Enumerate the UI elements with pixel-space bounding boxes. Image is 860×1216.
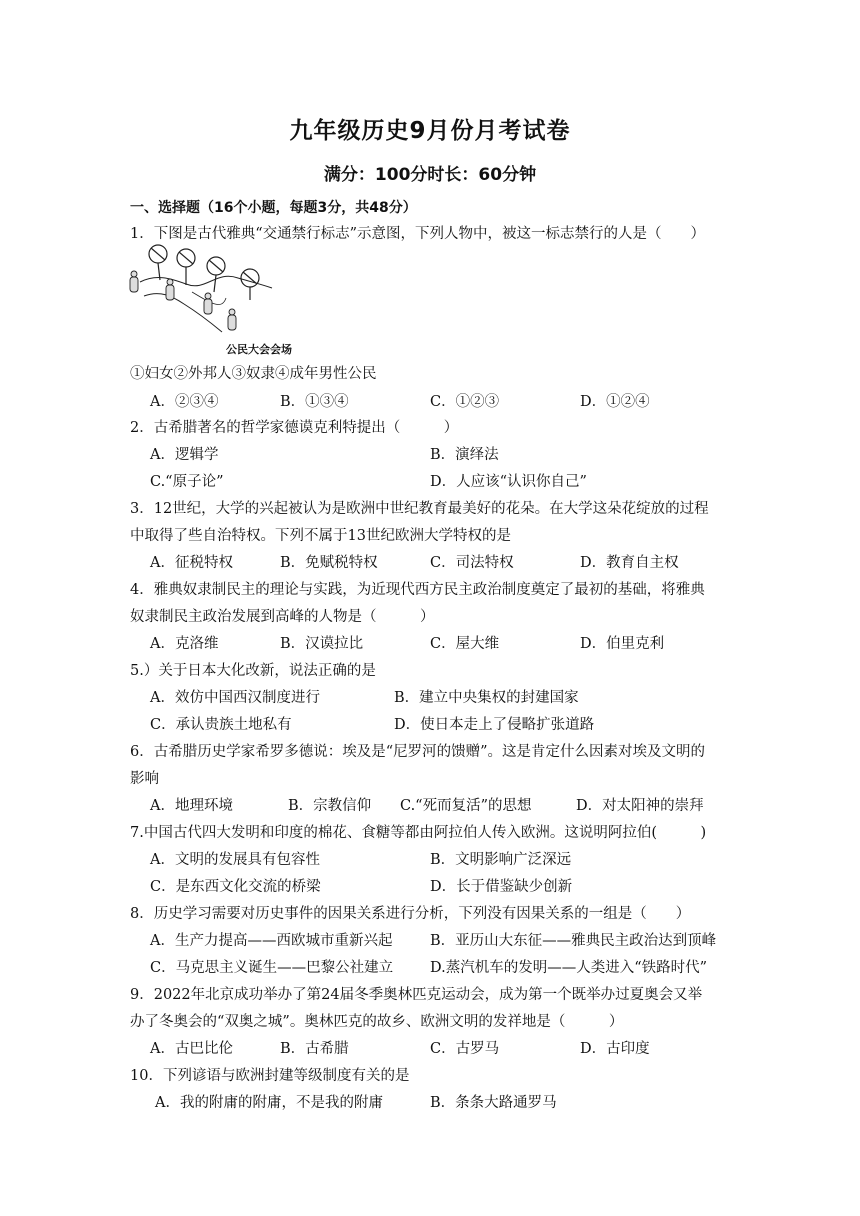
question-5-stem: 5.）关于日本大化改新，说法正确的是 — [130, 663, 376, 679]
question-9-option-d: D．古印度 — [580, 1041, 650, 1057]
question-3-stem-line-2: 中取得了些自治特权。下列不属于13世纪欧洲大学特权的是 — [130, 528, 511, 544]
question-1-option-b: B．①③④ — [280, 394, 349, 410]
question-6-option-d: D．对太阳神的崇拜 — [576, 798, 704, 814]
question-4-stem-line-2: 奴隶制民主政治发展到高峰的人物是（ ） — [130, 609, 435, 625]
question-10-option-b: B．条条大路通罗马 — [430, 1095, 557, 1111]
question-1-option-d: D．①②④ — [580, 394, 650, 410]
question-3-option-a: A．征税特权 — [150, 555, 233, 571]
figure-caption: 公民大会会场 — [226, 343, 292, 356]
question-5-option-b: B．建立中央集权的封建国家 — [394, 690, 579, 706]
question-4-option-a: A．克洛维 — [150, 636, 219, 652]
question-2-option-d: D．人应该“认识你自己” — [430, 474, 587, 490]
question-3-stem-line-1: 3．12世纪，大学的兴起被认为是欧洲中世纪教育最美好的花朵。在大学这朵花绽放的过程 — [130, 501, 709, 517]
page-subtitle: 满分：100分时长：60分钟 — [323, 165, 537, 185]
section-heading: 一、选择题（16个小题，每题3分，共48分） — [130, 200, 417, 216]
question-6-stem-line-1: 6．古希腊历史学家希罗多德说：埃及是“尼罗河的馈赠”。这是肯定什么因素对埃及文明的 — [130, 744, 706, 760]
question-6-option-c: C.“死而复活”的思想 — [400, 798, 532, 814]
question-5-option-c: C．承认贵族土地私有 — [150, 717, 292, 733]
question-3-option-c: C．司法特权 — [430, 555, 514, 571]
question-2-option-a: A．逻辑学 — [150, 447, 219, 463]
question-9-option-b: B．古希腊 — [280, 1041, 349, 1057]
question-9-option-a: A．古巴比伦 — [150, 1041, 233, 1057]
question-8-option-c: C．马克思主义诞生——巴黎公社建立 — [150, 960, 394, 976]
question-4-stem-line-1: 4．雅典奴隶制民主的理论与实践，为近现代西方民主政治制度奠定了最初的基础，将雅典 — [130, 582, 705, 598]
question-2-option-c: C.“原子论” — [150, 474, 224, 490]
question-8-option-a: A．生产力提高——西欧城市重新兴起 — [150, 933, 393, 949]
question-6-stem-line-2: 影响 — [130, 771, 159, 787]
question-3-option-b: B．免赋税特权 — [280, 555, 378, 571]
question-9-stem-line-1: 9．2022年北京成功举办了第24届冬季奥林匹克运动会，成为第一个既举办过夏奥会又举 — [130, 987, 703, 1003]
question-10-stem: 10．下列谚语与欧洲封建等级制度有关的是 — [130, 1068, 410, 1084]
question-7-option-c: C．是东西文化交流的桥梁 — [150, 879, 321, 895]
question-6-option-b: B．宗教信仰 — [288, 798, 372, 814]
question-6-option-a: A．地理环境 — [150, 798, 233, 814]
question-8-option-b: B．亚历山大东征——雅典民主政治达到顶峰 — [430, 933, 717, 949]
question-1-statements: ①妇女②外邦人③奴隶④成年男性公民 — [130, 366, 377, 382]
question-7-option-a: A．文明的发展具有包容性 — [150, 852, 320, 868]
question-2-option-b: B．演绎法 — [430, 447, 499, 463]
question-7-option-b: B．文明影响广泛深远 — [430, 852, 572, 868]
question-2-stem: 2．古希腊著名的哲学家德谟克利特提出（ ） — [130, 420, 459, 436]
question-4-option-d: D．伯里克利 — [580, 636, 665, 652]
page-title: 九年级历史9月份月考试卷 — [289, 118, 571, 144]
question-5-option-a: A．效仿中国西汉制度进行 — [150, 690, 320, 706]
question-10-option-a: A．我的附庸的附庸，不是我的附庸 — [155, 1095, 383, 1111]
question-8-option-d: D.蒸汽机车的发明——人类进入“铁路时代” — [430, 960, 708, 976]
question-1-stem: 1．下图是古代雅典“交通禁行标志”示意图，下列人物中，被这一标志禁行的人是（ ） — [130, 226, 706, 242]
question-5-option-d: D．使日本走上了侵略扩张道路 — [394, 717, 595, 733]
question-9-option-c: C．古罗马 — [430, 1041, 500, 1057]
question-7-option-d: D．长于借鉴缺少创新 — [430, 879, 573, 895]
question-8-stem: 8．历史学习需要对历史事件的因果关系进行分析，下列没有因果关系的一组是（ ） — [130, 906, 691, 922]
question-4-option-c: C．屋大维 — [430, 636, 500, 652]
question-4-option-b: B．汉谟拉比 — [280, 636, 364, 652]
question-1-option-a: A．②③④ — [150, 394, 219, 410]
question-1-option-c: C．①②③ — [430, 394, 500, 410]
question-7-stem: 7.中国古代四大发明和印度的棉花、食糖等都由阿拉伯人传入欧洲。这说明阿拉伯( ) — [130, 825, 707, 841]
question-9-stem-line-2: 办了冬奥会的“双奥之城”。奥林匹克的故乡、欧洲文明的发祥地是（ ） — [130, 1014, 624, 1030]
question-3-option-d: D．教育自主权 — [580, 555, 679, 571]
